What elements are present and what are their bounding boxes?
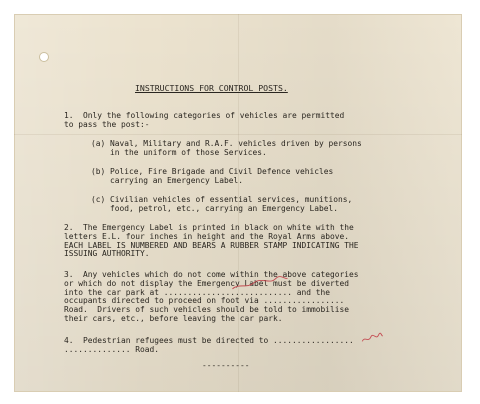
- fold-crease-horizontal: [14, 134, 462, 135]
- end-rule: ----------: [202, 361, 250, 370]
- paragraph-3: 3. Any vehicles which do not come within the above categories or which do not display the Emergency Label must be diverted into the car park at ........................... and the occupants directed to proceed on foot via ................. Road. Drivers of such vehicles should be told to immobilise their cars, etc., before leaving the car park.: [64, 270, 359, 323]
- paragraph-1: 1. Only the following categories of vehicles are permitted to pass the post:-: [64, 111, 345, 129]
- category-c: (c) Civilian vehicles of essential services, munitions, food, petrol, etc., carrying an Emergency Label.: [91, 195, 353, 213]
- category-b: (b) Police, Fire Brigade and Civil Defence vehicles carrying an Emergency Label.: [91, 167, 334, 185]
- paragraph-2: 2. The Emergency Label is printed in black on white with the letters E.L. four inches in height and the Royal Arms above. EACH LABEL IS NUMBERED AND BEARS A RUBBER STAMP INDICATING THE ISSUING AUTHORITY.: [64, 223, 359, 259]
- punch-hole: [40, 53, 48, 61]
- document-title: INSTRUCTIONS FOR CONTROL POSTS.: [135, 83, 288, 93]
- category-a: (a) Naval, Military and R.A.F. vehicles driven by persons in the uniform of those Services.: [91, 139, 362, 157]
- paragraph-4: 4. Pedestrian refugees must be directed to ................. .............. Road.: [64, 336, 354, 354]
